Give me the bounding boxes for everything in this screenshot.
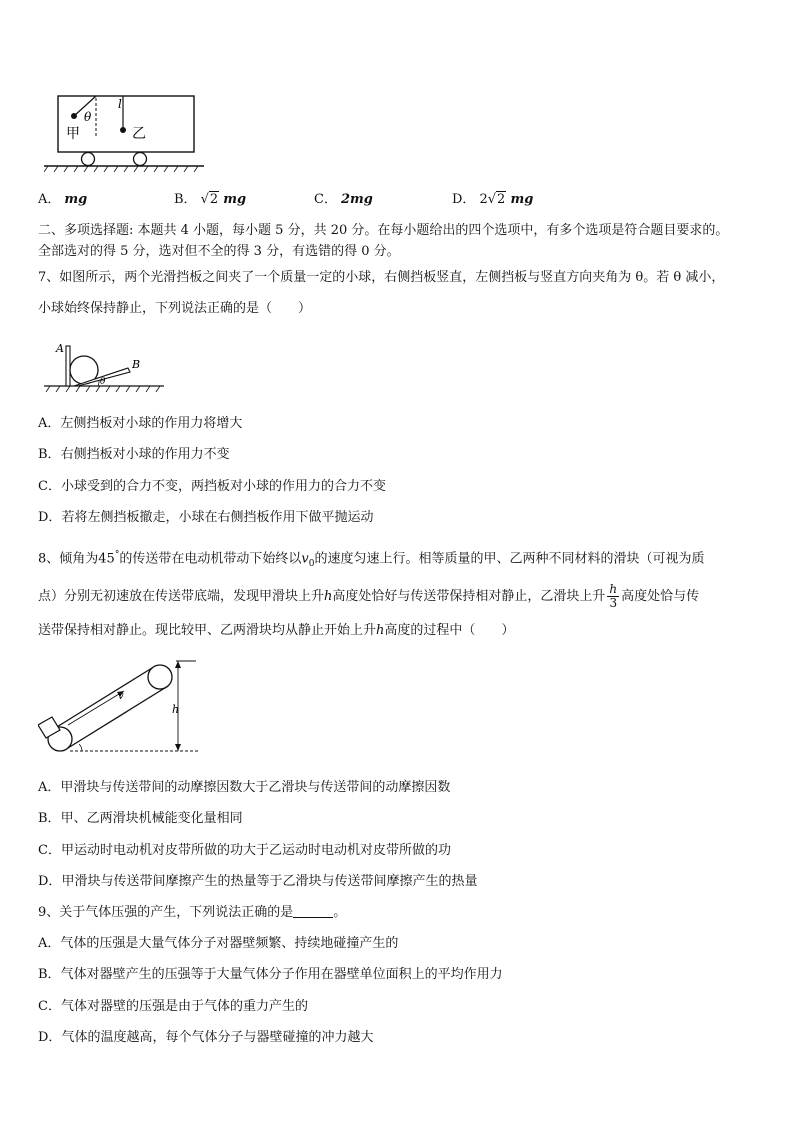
q8-option-b[interactable]: B．甲、乙两滑块机械能变化量相同	[38, 811, 243, 826]
q8-stem-line1: 8、倾角为45°的传送带在电动机带动下始终以$v_0$的速度匀速上行。相等质量的甲、乙两种不同材料的滑块（可视为质	[38, 550, 705, 569]
plate-a-label: A	[56, 342, 64, 355]
plate-b-label: B	[132, 358, 141, 371]
jia-label: 甲	[66, 126, 80, 142]
q7-stem-line1: 7、如图所示，两个光滑挡板之间夹了一个质量一定的小球，右侧挡板竖直，左侧挡板与竖直方向夹角为 θ。若 θ 减小，	[38, 270, 725, 285]
q7-option-b[interactable]: B．右侧挡板对小球的作用力不变	[38, 447, 230, 462]
q8-option-a[interactable]: A．甲滑块与传送带间的动摩擦因数大于乙滑块与传送带间的动摩擦因数	[38, 780, 451, 795]
q7-option-d[interactable]: D．若将左侧挡板撤走，小球在右侧挡板作用下做平抛运动	[38, 510, 374, 525]
h-over-3-fraction: $\frac{h}{3}$	[609, 582, 618, 610]
section2-line1: 二、多项选择题: 本题共 4 小题，每小题 5 分，共 20 分。在每小题给出的四个选项中，有多个选项是符合题目要求的。	[38, 223, 729, 238]
velocity-label: v	[118, 691, 124, 702]
q8-option-d[interactable]: D．甲滑块与传送带间摩擦产生的热量等于乙滑块与传送带间摩擦产生的热量	[38, 874, 478, 889]
q6-option-a[interactable]: A． mg	[38, 192, 88, 207]
cart-pendulum-figure	[44, 92, 204, 172]
theta-label: θ	[84, 110, 92, 124]
q9-option-b[interactable]: B．气体对器壁产生的压强等于大量气体分子作用在器壁单位面积上的平均作用力	[38, 967, 503, 982]
q8-stem-line3: 送带保持相对静止。现比较甲、乙两滑块均从静止开始上升h高度的过程中（ ）	[38, 623, 515, 638]
q6-option-b[interactable]: B． √2 mg	[174, 192, 247, 207]
length-label: l	[118, 97, 122, 111]
q9-stem: 9、关于气体压强的产生，下列说法正确的是 。	[38, 905, 347, 920]
q8-option-c[interactable]: C．甲运动时电动机对皮带所做的功大于乙运动时电动机对皮带所做的功	[38, 843, 451, 858]
q6-option-c[interactable]: C． 2mg	[314, 192, 373, 207]
height-label: h	[172, 703, 180, 716]
q8-stem-line2: 点）分别无初速放在传送带底端，发现甲滑块上升h高度处恰好与传送带保持相对静止，乙滑块上升 $\frac{h}{3}$ 高度处恰与传	[38, 582, 700, 610]
answer-blank[interactable]	[293, 903, 333, 918]
yi-label: 乙	[132, 126, 146, 142]
q6-option-d[interactable]: D． 2√2 mg	[452, 192, 534, 207]
conveyor-belt-figure	[38, 655, 200, 759]
theta-label: θ	[100, 377, 106, 387]
q9-option-d[interactable]: D．气体的温度越高，每个气体分子与器壁碰撞的冲力越大	[38, 1030, 374, 1045]
q7-option-a[interactable]: A．左侧挡板对小球的作用力将增大	[38, 416, 243, 431]
q9-option-c[interactable]: C．气体对器壁的压强是由于气体的重力产生的	[38, 999, 308, 1014]
section2-line2: 全部选对的得 5 分，选对但不全的得 3 分，有选错的得 0 分。	[38, 244, 400, 259]
q7-option-c[interactable]: C．小球受到的合力不变，两挡板对小球的作用力的合力不变	[38, 479, 386, 494]
q7-stem-line2: 小球始终保持静止，下列说法正确的是（ ）	[38, 301, 312, 316]
q9-option-a[interactable]: A．气体的压强是大量气体分子对器壁频繁、持续地碰撞产生的	[38, 936, 399, 951]
ball-plates-figure	[44, 338, 164, 394]
